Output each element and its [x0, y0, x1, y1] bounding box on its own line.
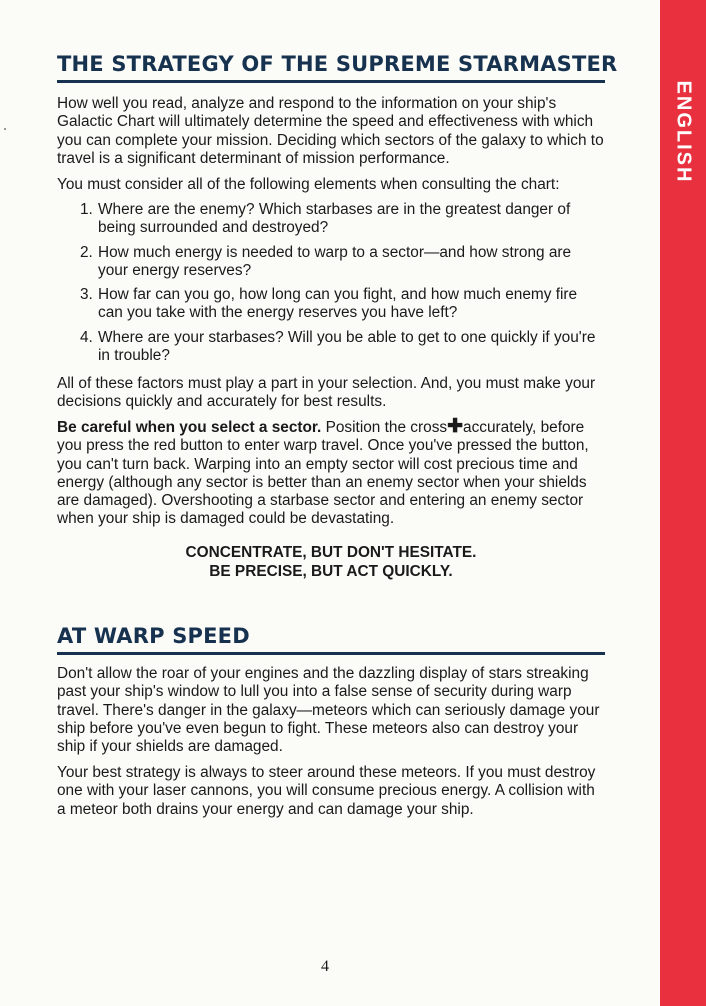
title-rule [57, 652, 605, 655]
strategy-list [80, 201, 600, 371]
title-rule [57, 80, 605, 83]
section-title-strategy: THE STRATEGY OF THE SUPREME STARMASTER [57, 52, 618, 76]
cross-icon: ✚ [447, 416, 464, 437]
scan-mark [4, 128, 6, 130]
strategy-paragraph-2: You must consider all of the following elements when consulting the chart: [57, 176, 560, 193]
list-item: 3. How far can you go, how long can you fight, and how much enemy fire can you take with the energy reserves you have left? [80, 286, 578, 322]
side-tab-label: ENGLISH [672, 80, 695, 184]
strategy-paragraph-1: How well you read, analyze and respond to the information on your ship's Galactic Chart will ultimately determine the speed and effectiveness with which you can complete your mission. Deciding which sectors of the galaxy to which to travel is a significant determinant of mission performance. [57, 95, 604, 167]
list-item: 1. Where are the enemy? Which starbases are in the greatest danger of being surrounded and destroyed? [80, 201, 571, 237]
list-item: 4. Where are your starbases? Will you be able to get to one quickly if you're in trouble? [80, 328, 596, 365]
motto-line-1: CONCENTRATE, BUT DON'T HESITATE. [185, 544, 477, 561]
careful-lead: Be careful when you select a sector. [57, 419, 322, 436]
motto-line-2: BE PRECISE, BUT ACT QUICKLY. [209, 563, 453, 580]
careful-paragraph: Be careful when you select a sector. Position the cross✚accurately, before you press the red button to enter warp travel. Once you've pressed the button, you can't turn back. Warping into an empty sector will cost precious time and energy (although any sector is better than an enemy sector when your shields are damaged). Overshooting a starbase sector and entering an enemy sector when your ship is damaged could be devastating. [57, 416, 589, 528]
list-item: 2. How much energy is needed to warp to a sector—and how strong are your energy reserves? [80, 243, 572, 279]
warp-paragraph-2: Your best strategy is always to steer around these meteors. If you must destroy one with your laser cannons, you will consume precious energy. A collision with a meteor both drains your energy and can damage your ship. [57, 764, 596, 818]
section-title-warp: AT WARP SPEED [57, 624, 250, 648]
warp-paragraph-1: Don't allow the roar of your engines and the dazzling display of stars streaking past your ship's window to lull you into a false sense of security during warp travel. There's danger in the galaxy—meteors which can seriously damage your ship before you've even begun to fight. These meteors also can destroy your ship if your shields are damaged. [57, 665, 600, 756]
strategy-paragraph-3: All of these factors must play a part in your selection. And, you must make your decisions quickly and accurately for best results. [57, 375, 596, 411]
page-number: 4 [321, 958, 329, 975]
